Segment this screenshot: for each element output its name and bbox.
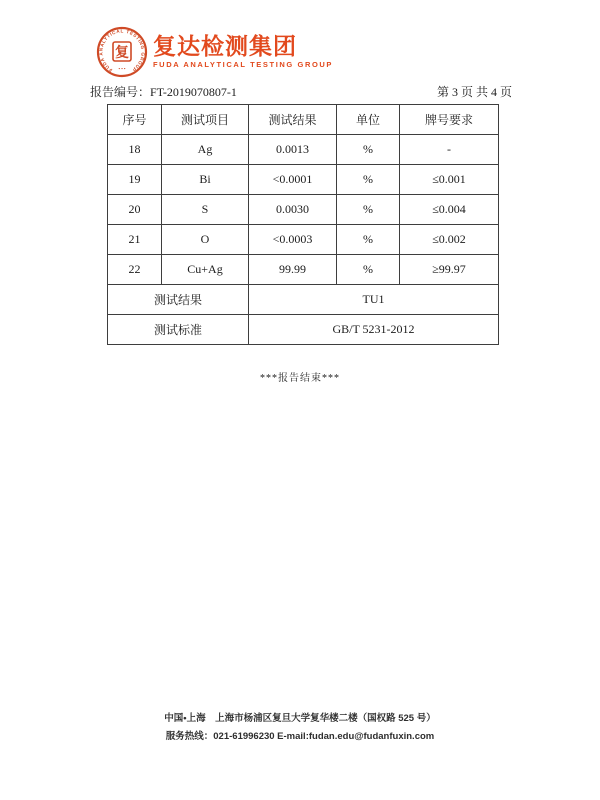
- cell-item: Ag: [162, 135, 249, 165]
- cell-unit: %: [337, 165, 400, 195]
- cell-unit: %: [337, 195, 400, 225]
- cell-no: 21: [108, 225, 162, 255]
- cell-requirement: ≤0.004: [400, 195, 499, 225]
- table-row: [108, 255, 499, 285]
- table-row: [108, 195, 499, 225]
- cell-item: Cu+Ag: [162, 255, 249, 285]
- cell-unit: %: [337, 225, 400, 255]
- summary-label: 测试标准: [108, 315, 249, 345]
- cell-item: Bi: [162, 165, 249, 195]
- cell-requirement: ≤0.002: [400, 225, 499, 255]
- cell-result: 99.99: [249, 255, 337, 285]
- cell-result: <0.0001: [249, 165, 337, 195]
- company-name-en: FUDA ANALYTICAL TESTING GROUP: [153, 60, 334, 69]
- cell-unit: %: [337, 255, 400, 285]
- report-meta-line: [90, 83, 512, 100]
- test-results-table: [107, 104, 499, 345]
- table-row: [108, 165, 499, 195]
- report-number: [90, 83, 237, 100]
- cell-no: 18: [108, 135, 162, 165]
- footer-address: 中国•上海 上海市杨浦区复旦大学复华楼二楼（国权路 525 号）: [164, 713, 436, 724]
- cell-result: 0.0013: [249, 135, 337, 165]
- footer-contact: 服务热线：021-61996230 E-mail:fudan.edu@fudanfuxin.com: [165, 731, 435, 742]
- summary-value: TU1: [249, 285, 499, 315]
- cell-result: 0.0030: [249, 195, 337, 225]
- header-cell-requirement: 牌号要求: [400, 105, 499, 135]
- cell-result: <0.0003: [249, 225, 337, 255]
- cell-requirement: -: [400, 135, 499, 165]
- seal-bottom-marks: • • •: [118, 66, 126, 71]
- header-cell-no: 序号: [108, 105, 162, 135]
- seal-center-glyph: 复: [115, 46, 129, 61]
- page-footer: [0, 710, 600, 746]
- table-row: [108, 225, 499, 255]
- report-end-marker: ***报告结束***: [260, 373, 340, 384]
- cell-no: 19: [108, 165, 162, 195]
- page-indicator: 第 3 页 共 4 页: [436, 85, 512, 99]
- cell-unit: %: [337, 135, 400, 165]
- table-header-row: [108, 105, 499, 135]
- cell-item: S: [162, 195, 249, 225]
- summary-value: GB/T 5231-2012: [249, 315, 499, 345]
- summary-row-test-standard: [108, 315, 499, 345]
- summary-label: 测试结果: [108, 285, 249, 315]
- header-cell-result: 测试结果: [249, 105, 337, 135]
- report-number-label: 报告编号：: [90, 85, 151, 99]
- cell-requirement: ≥99.97: [400, 255, 499, 285]
- header-cell-unit: 单位: [337, 105, 400, 135]
- seal-arc-text: FUDA ANALYTICAL TESTING GROUP: [98, 28, 146, 73]
- logo-text: [153, 26, 333, 69]
- table-row: [108, 135, 499, 165]
- company-logo: [96, 26, 333, 78]
- company-name: 复达检测集团: [153, 33, 297, 59]
- cell-no: 22: [108, 255, 162, 285]
- report-number-value: FT-2019070807-1: [150, 85, 237, 99]
- company-seal-icon: [96, 26, 148, 78]
- cell-item: O: [162, 225, 249, 255]
- cell-no: 20: [108, 195, 162, 225]
- summary-row-test-result: [108, 285, 499, 315]
- header-cell-item: 测试项目: [162, 105, 249, 135]
- cell-requirement: ≤0.001: [400, 165, 499, 195]
